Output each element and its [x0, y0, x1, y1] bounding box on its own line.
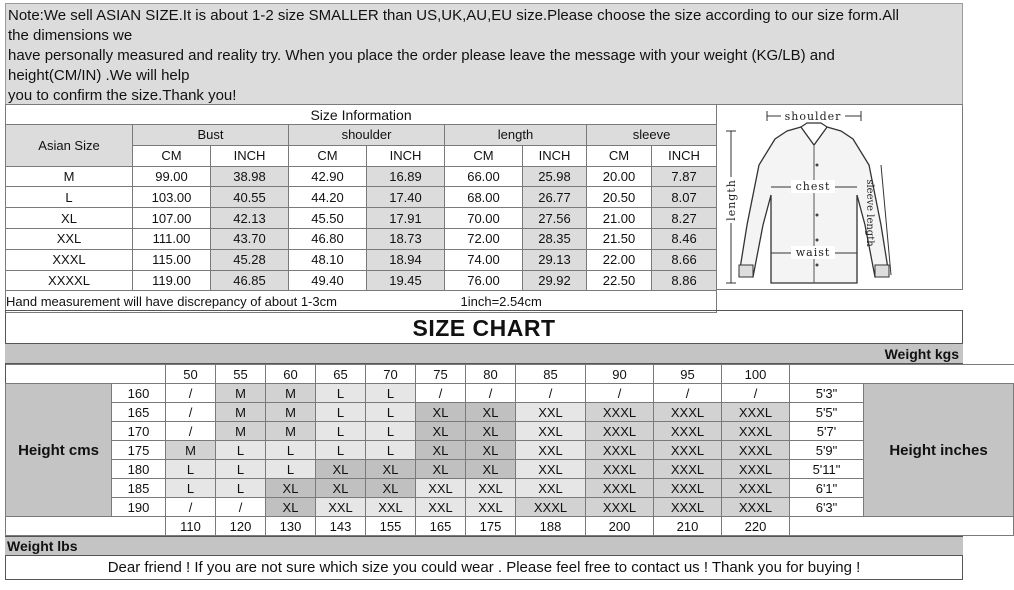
size-cell: XL: [466, 441, 516, 460]
measurement-cell: 16.89: [367, 166, 445, 187]
length-header: length: [445, 125, 587, 146]
weight-lb-cell: 210: [654, 517, 722, 536]
inch-conversion: 1inch=2.54cm: [460, 294, 542, 310]
size-chart-row: [6, 441, 1014, 460]
unit-header: INCH: [652, 145, 717, 166]
size-label: XXXXL: [6, 270, 133, 291]
weight-kgs-label: Weight kgs: [5, 343, 963, 364]
size-label: XXL: [6, 228, 133, 249]
height-inch-cell: 5'5": [790, 403, 864, 422]
measurement-cell: 18.94: [367, 249, 445, 270]
size-chart-row: [6, 384, 1014, 403]
height-cm-cell: 185: [112, 479, 166, 498]
size-cell: XXXL: [722, 479, 790, 498]
size-row: [6, 249, 717, 270]
size-cell: XXXL: [722, 460, 790, 479]
measurement-cell: 27.56: [523, 208, 587, 229]
size-information-table: [5, 104, 717, 313]
shirt-icon: [717, 105, 962, 289]
size-cell: L: [166, 479, 216, 498]
weight-lb-cell: 130: [266, 517, 316, 536]
size-cell: XXXL: [586, 460, 654, 479]
size-chart-row: [6, 498, 1014, 517]
size-note: [5, 3, 963, 105]
height-cm-cell: 180: [112, 460, 166, 479]
weight-lb-cell: 110: [166, 517, 216, 536]
size-cell: XXXL: [722, 441, 790, 460]
measurement-cell: 7.87: [652, 166, 717, 187]
size-cell: M: [266, 384, 316, 403]
size-cell: XL: [316, 460, 366, 479]
weight-kg-cell: 75: [416, 365, 466, 384]
measurement-cell: 107.00: [133, 208, 211, 229]
size-cell: XXXL: [586, 498, 654, 517]
measurement-cell: 20.50: [587, 187, 652, 208]
measurement-cell: 28.35: [523, 228, 587, 249]
weight-lb-cell: 143: [316, 517, 366, 536]
size-cell: XXL: [516, 403, 586, 422]
note-line: have personally measured and reality try. When you place the order please leave the message with your weight (KG/LB) and: [8, 47, 835, 64]
weight-lb-cell: 120: [216, 517, 266, 536]
size-cell: L: [216, 460, 266, 479]
discrepancy-note: Hand measurement will have discrepancy of about 1-3cm: [6, 294, 337, 310]
size-row: [6, 166, 717, 187]
size-cell: XL: [416, 460, 466, 479]
measurement-cell: 74.00: [445, 249, 523, 270]
weight-kg-cell: 60: [266, 365, 316, 384]
size-cell: XXL: [316, 498, 366, 517]
measurement-cell: 115.00: [133, 249, 211, 270]
measurement-cell: 45.28: [211, 249, 289, 270]
shirt-measurement-diagram: [716, 104, 963, 290]
size-cell: XXL: [416, 479, 466, 498]
size-cell: XXL: [516, 460, 586, 479]
measurement-cell: 8.07: [652, 187, 717, 208]
size-chart-title: SIZE CHART: [412, 315, 556, 341]
unit-header: INCH: [211, 145, 289, 166]
size-cell: XXL: [466, 498, 516, 517]
size-cell: /: [216, 498, 266, 517]
measurement-cell: 8.66: [652, 249, 717, 270]
weight-kg-cell: 100: [722, 365, 790, 384]
measurement-cell: 29.92: [523, 270, 587, 291]
size-cell: XXXL: [654, 479, 722, 498]
size-cell: XXXL: [516, 498, 586, 517]
size-cell: XL: [366, 460, 416, 479]
shoulder-label: shoulder: [784, 110, 842, 123]
measurement-cell: 8.27: [652, 208, 717, 229]
size-cell: XL: [466, 422, 516, 441]
weight-kg-cell: 95: [654, 365, 722, 384]
size-row: [6, 187, 717, 208]
weight-kg-cell: 85: [516, 365, 586, 384]
height-cm-cell: 175: [112, 441, 166, 460]
measurement-cell: 70.00: [445, 208, 523, 229]
size-label: XXXL: [6, 249, 133, 270]
weight-lb-cell: 220: [722, 517, 790, 536]
size-cell: L: [166, 460, 216, 479]
unit-header: CM: [133, 145, 211, 166]
weight-lbs-label: Weight lbs: [5, 536, 963, 556]
weight-lb-cell: 155: [366, 517, 416, 536]
size-cell: XXL: [466, 479, 516, 498]
measurement-cell: 46.85: [211, 270, 289, 291]
height-inch-cell: 5'11": [790, 460, 864, 479]
measurement-cell: 29.13: [523, 249, 587, 270]
size-cell: XXL: [516, 479, 586, 498]
size-label: XL: [6, 208, 133, 229]
size-cell: XXL: [516, 422, 586, 441]
size-cell: XL: [266, 498, 316, 517]
measurement-cell: 46.80: [289, 228, 367, 249]
measurement-cell: 25.98: [523, 166, 587, 187]
note-line: height(CM/IN) .We will help: [8, 67, 190, 84]
waist-label: waist: [795, 246, 831, 259]
size-cell: M: [216, 422, 266, 441]
size-cell: L: [316, 403, 366, 422]
size-cell: /: [586, 384, 654, 403]
weight-lb-cell: 188: [516, 517, 586, 536]
height-cm-cell: 165: [112, 403, 166, 422]
weight-lb-cell: 175: [466, 517, 516, 536]
measurement-cell: 21.50: [587, 228, 652, 249]
size-chart-row: [6, 403, 1014, 422]
size-label: M: [6, 166, 133, 187]
height-inch-cell: 6'3": [790, 498, 864, 517]
measurement-cell: 76.00: [445, 270, 523, 291]
measurement-cell: 19.45: [367, 270, 445, 291]
height-cms-label: Height cms: [6, 384, 112, 517]
size-cell: XL: [416, 441, 466, 460]
note-line: Note:We sell ASIAN SIZE.It is about 1-2 size SMALLER than US,UK,AU,EU size.Please choose the size according to our size form.All: [8, 7, 899, 24]
size-cell: XXXL: [586, 422, 654, 441]
size-chart-row: [6, 479, 1014, 498]
size-chart-row: [6, 422, 1014, 441]
size-cell: XXXL: [586, 441, 654, 460]
size-cell: XXXL: [654, 403, 722, 422]
size-row: [6, 228, 717, 249]
measurement-cell: 45.50: [289, 208, 367, 229]
unit-header: CM: [587, 145, 652, 166]
weight-kg-cell: 50: [166, 365, 216, 384]
measurement-cell: 44.20: [289, 187, 367, 208]
bust-header: Bust: [133, 125, 289, 146]
size-cell: XXXL: [654, 422, 722, 441]
measurement-cell: 22.50: [587, 270, 652, 291]
measurement-cell: 38.98: [211, 166, 289, 187]
height-cm-cell: 190: [112, 498, 166, 517]
weight-kg-cell: 90: [586, 365, 654, 384]
size-cell: M: [216, 403, 266, 422]
measurement-cell: 48.10: [289, 249, 367, 270]
unit-header: INCH: [367, 145, 445, 166]
size-cell: L: [366, 441, 416, 460]
size-cell: M: [266, 422, 316, 441]
measurement-cell: 68.00: [445, 187, 523, 208]
measurement-cell: 42.90: [289, 166, 367, 187]
measurement-cell: 17.40: [367, 187, 445, 208]
weight-kg-cell: 80: [466, 365, 516, 384]
size-cell: XL: [416, 403, 466, 422]
size-cell: XL: [466, 460, 516, 479]
size-cell: /: [654, 384, 722, 403]
height-inch-cell: 5'3": [790, 384, 864, 403]
size-cell: /: [166, 498, 216, 517]
size-cell: XXL: [516, 441, 586, 460]
size-cell: L: [316, 441, 366, 460]
size-cell: L: [216, 479, 266, 498]
unit-header: CM: [289, 145, 367, 166]
size-cell: XXXL: [654, 460, 722, 479]
size-cell: XXXL: [586, 403, 654, 422]
measurement-cell: 49.40: [289, 270, 367, 291]
height-inch-cell: 6'1": [790, 479, 864, 498]
height-cm-cell: 170: [112, 422, 166, 441]
size-cell: /: [416, 384, 466, 403]
sleeve-length-label: sleeve length: [864, 179, 875, 247]
weight-kg-row: [6, 365, 1014, 384]
weight-lb-cell: 165: [416, 517, 466, 536]
size-cell: L: [366, 384, 416, 403]
chest-label: chest: [795, 180, 831, 193]
measurement-cell: 99.00: [133, 166, 211, 187]
height-inches-label: Height inches: [864, 384, 1014, 517]
size-cell: L: [366, 403, 416, 422]
size-cell: XL: [416, 422, 466, 441]
measurement-cell: 8.46: [652, 228, 717, 249]
size-label: L: [6, 187, 133, 208]
size-chart-table: [5, 364, 1014, 536]
weight-kg-cell: 70: [366, 365, 416, 384]
size-cell: /: [516, 384, 586, 403]
size-row: [6, 270, 717, 291]
measurement-cell: 18.73: [367, 228, 445, 249]
measurement-cell: 119.00: [133, 270, 211, 291]
size-cell: XXL: [416, 498, 466, 517]
note-line: you to confirm the size.Thank you!: [8, 87, 237, 104]
size-cell: /: [722, 384, 790, 403]
size-cell: XXXL: [722, 498, 790, 517]
size-row: [6, 208, 717, 229]
weight-lbs-row: [6, 517, 1014, 536]
measurement-cell: 22.00: [587, 249, 652, 270]
unit-header: CM: [445, 145, 523, 166]
note-line: the dimensions we: [8, 27, 133, 44]
measurement-cell: 17.91: [367, 208, 445, 229]
measurement-cell: 21.00: [587, 208, 652, 229]
size-cell: L: [316, 422, 366, 441]
corner-cell: [6, 365, 166, 384]
size-cell: XL: [266, 479, 316, 498]
weight-kg-cell: 55: [216, 365, 266, 384]
measurement-cell: 103.00: [133, 187, 211, 208]
size-cell: XXXL: [654, 498, 722, 517]
size-cell: /: [166, 403, 216, 422]
measurement-cell: 20.00: [587, 166, 652, 187]
size-cell: /: [166, 384, 216, 403]
length-label: length: [725, 179, 738, 221]
corner-cell: [790, 365, 1014, 384]
size-cell: XL: [466, 403, 516, 422]
unit-header: INCH: [523, 145, 587, 166]
height-inch-cell: 5'7': [790, 422, 864, 441]
size-cell: XXXL: [586, 479, 654, 498]
size-cell: L: [266, 441, 316, 460]
corner-cell: [6, 517, 166, 536]
measurement-cell: 8.86: [652, 270, 717, 291]
size-cell: /: [166, 422, 216, 441]
weight-kg-cell: 65: [316, 365, 366, 384]
size-cell: XL: [366, 479, 416, 498]
corner-cell: [790, 517, 1014, 536]
size-cell: XXXL: [722, 422, 790, 441]
size-cell: L: [316, 384, 366, 403]
measurement-cell: 42.13: [211, 208, 289, 229]
size-chart-row: [6, 460, 1014, 479]
sleeve-header: sleeve: [587, 125, 717, 146]
size-cell: M: [166, 441, 216, 460]
contact-message: Dear friend ! If you are not sure which size you could wear . Please feel free to contact us ! Thank you for buying !: [107, 559, 861, 576]
asian-size-header: Asian Size: [6, 125, 133, 167]
size-cell: XXL: [366, 498, 416, 517]
height-inch-cell: 5'9": [790, 441, 864, 460]
size-cell: L: [366, 422, 416, 441]
measurement-cell: 43.70: [211, 228, 289, 249]
size-cell: /: [466, 384, 516, 403]
shoulder-header: shoulder: [289, 125, 445, 146]
weight-lb-cell: 200: [586, 517, 654, 536]
size-cell: M: [216, 384, 266, 403]
size-cell: XXXL: [722, 403, 790, 422]
size-cell: XXXL: [654, 441, 722, 460]
measurement-cell: 111.00: [133, 228, 211, 249]
height-cm-cell: 160: [112, 384, 166, 403]
size-cell: L: [216, 441, 266, 460]
size-cell: XL: [316, 479, 366, 498]
size-cell: L: [266, 460, 316, 479]
measurement-cell: 26.77: [523, 187, 587, 208]
measurement-cell: 66.00: [445, 166, 523, 187]
measurement-cell: 72.00: [445, 228, 523, 249]
size-information-title: Size Information: [6, 105, 717, 125]
size-cell: M: [266, 403, 316, 422]
measurement-cell: 40.55: [211, 187, 289, 208]
